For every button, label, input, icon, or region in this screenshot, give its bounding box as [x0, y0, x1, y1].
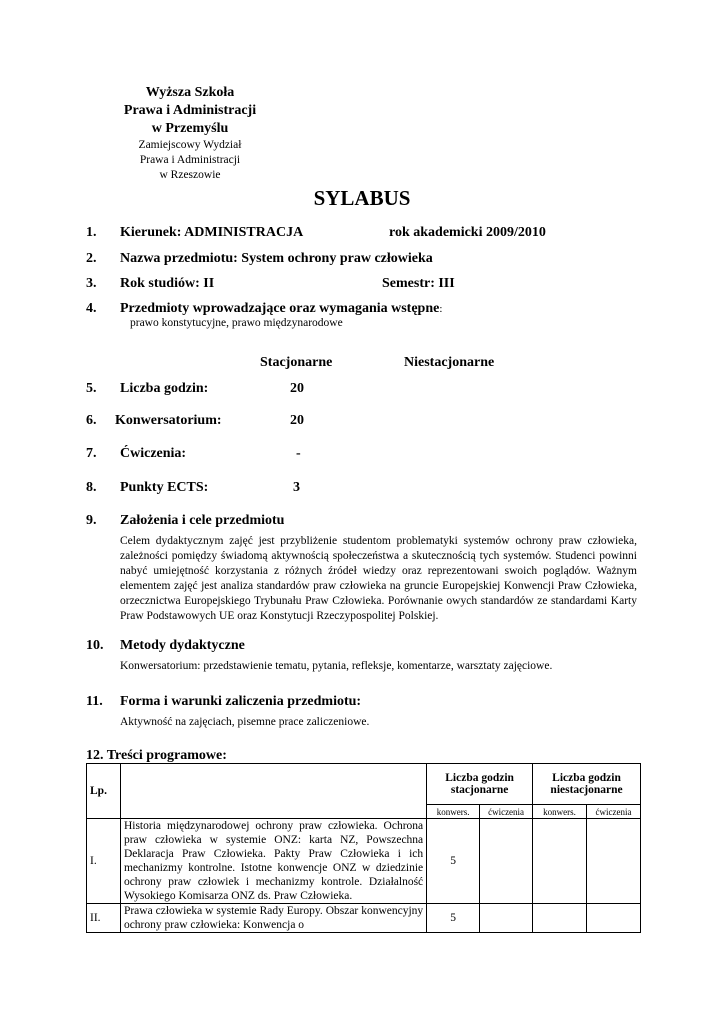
hours5-label: Liczba godzin:: [120, 381, 209, 396]
header-lp: Lp.: [87, 764, 121, 819]
hours6-label: Konwersatorium:: [115, 413, 222, 428]
item4-label-text: Przedmioty wprowadzające oraz wymagania wstępne: [120, 301, 440, 316]
school-name-line3: w Przemyślu: [151, 121, 229, 136]
row-cw-niestac: [586, 819, 640, 904]
section9-title: Założenia i cele przedmiotu: [120, 513, 285, 528]
subheader-cw-niestac: ćwiczenia: [586, 805, 640, 819]
hours6-number: 6.: [86, 413, 97, 428]
section10-text: Konwersatorium: przedstawienie tematu, pytania, refleksje, komentarze, warsztaty zajęciowe.: [120, 660, 553, 672]
item4-colon: :: [439, 303, 443, 315]
subheader-konw-niestac: konwers.: [533, 805, 587, 819]
hours5-value: 20: [290, 381, 304, 396]
row-content: Prawa człowieka w systemie Rady Europy. Obszar konwencyjny ochrony praw człowieka: Konwencja o: [120, 904, 426, 933]
dept-line2: Prawa i Administracji: [139, 154, 241, 166]
table-row: [87, 904, 641, 933]
section11-number: 11.: [86, 694, 103, 709]
school-header: [100, 84, 280, 183]
school-name-line2: Prawa i Administracji: [123, 103, 257, 118]
item2-label: Nazwa przedmiotu: System ochrony praw człowieka: [120, 251, 433, 266]
row-lp: II.: [87, 904, 121, 933]
row-konw-niestac: [533, 904, 587, 933]
row-lp: I.: [87, 819, 121, 904]
hours7-label: Ćwiczenia:: [120, 446, 187, 461]
hours7-value: -: [296, 446, 301, 461]
item4-number: 4.: [86, 301, 97, 316]
hours8-value: 3: [293, 480, 300, 495]
semester: Semestr: III: [382, 276, 455, 291]
section9-number: 9.: [86, 513, 97, 528]
row-konw-stac: 5: [427, 904, 480, 933]
hours6-value: 20: [290, 413, 304, 428]
col-niestacjonarne: Niestacjonarne: [404, 355, 495, 370]
section10-number: 10.: [86, 638, 104, 653]
academic-year: rok akademicki 2009/2010: [389, 225, 546, 240]
row-cw-stac: [480, 819, 533, 904]
row-konw-stac: 5: [427, 819, 480, 904]
header-content: [120, 764, 426, 819]
section12-title: 12. Treści programowe:: [86, 748, 227, 763]
hours7-number: 7.: [86, 446, 97, 461]
section11-text: Aktywność na zajęciach, pisemne prace zaliczeniowe.: [120, 716, 370, 728]
school-name-line1: Wyższa Szkoła: [145, 85, 235, 100]
item3-label: Rok studiów: II: [120, 276, 215, 291]
row-cw-stac: [480, 904, 533, 933]
dept-line3: w Rzeszowie: [159, 169, 221, 181]
subheader-cw-stac: ćwiczenia: [480, 805, 533, 819]
program-table: [86, 763, 641, 933]
row-konw-niestac: [533, 819, 587, 904]
subheader-konw-stac: konwers.: [427, 805, 480, 819]
hours5-number: 5.: [86, 381, 97, 396]
header-niestac: Liczba godzin niestacjonarne: [533, 764, 641, 805]
header-stac: Liczba godzin stacjonarne: [427, 764, 533, 805]
hours8-number: 8.: [86, 480, 97, 495]
item1-number: 1.: [86, 225, 97, 240]
section10-title: Metody dydaktyczne: [120, 638, 245, 653]
dept-line1: Zamiejscowy Wydział: [138, 139, 242, 151]
item3-number: 3.: [86, 276, 97, 291]
page-title: SYLABUS: [313, 186, 411, 210]
col-stacjonarne: Stacjonarne: [260, 355, 333, 370]
item2-number: 2.: [86, 251, 97, 266]
item1-label: Kierunek: ADMINISTRACJA: [120, 225, 304, 240]
row-cw-niestac: [586, 904, 640, 933]
item4-value: prawo konstytucyjne, prawo międzynarodowe: [130, 317, 343, 329]
table-row: [87, 819, 641, 904]
row-content: Historia międzynarodowej ochrony praw człowieka. Ochrona praw człowieka w systemie ONZ: karta NZ, Powszechna Deklaracja Praw Człowieka. Pakty Praw Człowieka i ich mechanizmy kontrolne. Istotne konwencje ONZ w dziedzinie ochrony praw człowiek i mechanizmy kontrole. Działalność Wysokiego Komisarza ONZ ds. Praw Człowieka.: [120, 819, 426, 904]
hours8-label: Punkty ECTS:: [120, 480, 209, 495]
section9-text: Celem dydaktycznym zajęć jest przybliżenie studentom problematyki systemów ochrony praw człowieka, zależności pomiędzy świadomą aktywnością społeczeństwa a skutecznością tych systemów. Studenci powinni nabyć umiejętność korzystania z różnych źródeł wiedzy oraz reprezentowani swoich poglądów. Ważnym elementem zajęć jest analiza standardów praw człowieka na gruncie Europejskiej Konwencji Praw Człowieka, orzecznictwa Europejskiego Trybunału Praw Człowieka. Porównanie owych standardów ze standardami Karty Praw Podstawowych UE oraz Konstytucji Rzeczypospolitej Polskiej.: [120, 535, 637, 622]
section11-title: Forma i warunki zaliczenia przedmiotu:: [120, 694, 362, 709]
